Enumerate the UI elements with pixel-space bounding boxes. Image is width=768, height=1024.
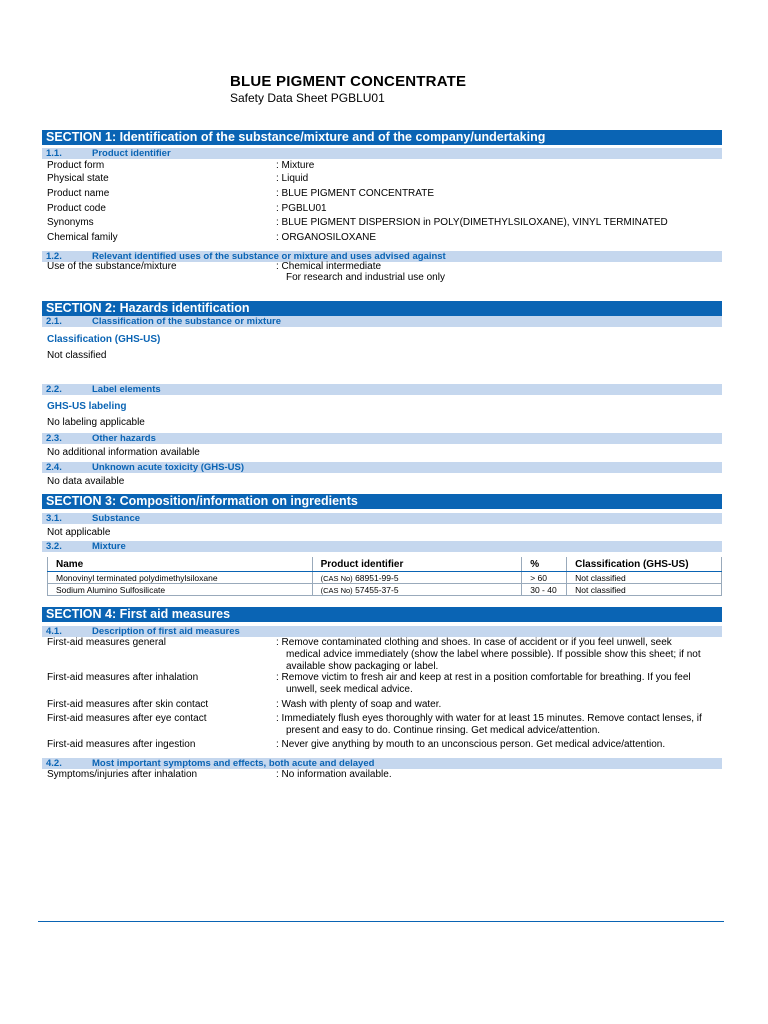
product-code-label: Product code <box>47 203 106 214</box>
mixture-table <box>47 557 722 596</box>
cell-percent: > 60 <box>522 572 567 584</box>
subsection-label: Product identifier <box>92 148 171 159</box>
subsection-label: Description of first aid measures <box>92 626 240 637</box>
symptoms-inhalation-label: Symptoms/injuries after inhalation <box>47 769 198 780</box>
chemical-family-value: : ORGANOSILOXANE <box>276 232 377 243</box>
labeling-heading: GHS-US labeling <box>47 401 127 412</box>
first-aid-skin-value: : Wash with plenty of soap and water. <box>276 699 442 710</box>
subsection-number: 2.1. <box>46 316 62 327</box>
cas-prefix: (CAS No) <box>320 573 353 583</box>
cell-identifier <box>312 584 522 596</box>
classification-heading: Classification (GHS-US) <box>47 334 161 345</box>
first-aid-ingestion-value: : Never give anything by mouth to an unconscious person. Get medical advice/attention. <box>276 739 666 750</box>
first-aid-general-label: First-aid measures general <box>47 637 166 648</box>
table-row <box>48 584 722 596</box>
column-header-percent: % <box>522 557 567 572</box>
substance-value: Not applicable <box>47 527 111 538</box>
subsection-label: Substance <box>92 513 141 524</box>
section-3-header: SECTION 3: Composition/information on ingredients <box>42 494 722 509</box>
symptoms-inhalation-value: : No information available. <box>276 769 392 780</box>
subsection-number: 1.1. <box>46 148 62 159</box>
synonyms-label: Synonyms <box>47 217 94 228</box>
labeling-value: No labeling applicable <box>47 417 145 428</box>
first-aid-eye-label: First-aid measures after eye contact <box>47 713 207 724</box>
section-1-header: SECTION 1: Identification of the substance/mixture and of the company/undertaking <box>42 130 722 145</box>
subsection-label: Classification of the substance or mixture <box>92 316 281 327</box>
first-aid-eye-line-1: : Immediately flush eyes thoroughly with water for at least 15 minutes. Remove contact lenses, if <box>276 713 702 724</box>
subsection-label: Relevant identified uses of the substance or mixture and uses advised against <box>92 251 446 262</box>
cas-number: 68951-99-5 <box>355 572 399 583</box>
first-aid-general-line-2: medical advice immediately (show the label where possible). If possible show this sheet; if not <box>286 649 701 660</box>
physical-state-label: Physical state <box>47 173 109 184</box>
physical-state-value: : Liquid <box>276 173 309 184</box>
document-title: BLUE PIGMENT CONCENTRATE <box>230 73 467 90</box>
use-value: : Chemical intermediate <box>276 261 382 272</box>
first-aid-inhalation-line-2: unwell, seek medical advice. <box>286 684 413 695</box>
classification-value: Not classified <box>47 350 107 361</box>
use-value-2: For research and industrial use only <box>286 272 445 283</box>
subsection-number: 3.2. <box>46 541 62 552</box>
subsection-number: 2.2. <box>46 384 62 395</box>
first-aid-inhalation-line-1: : Remove victim to fresh air and keep at rest in a position comfortable for breathing. If you feel <box>276 672 691 683</box>
subsection-label: Most important symptoms and effects, both acute and delayed <box>92 758 375 769</box>
subsection-4-1 <box>42 626 722 637</box>
cell-classification: Not classified <box>567 584 722 596</box>
column-header-identifier: Product identifier <box>312 557 522 572</box>
product-name-value: : BLUE PIGMENT CONCENTRATE <box>276 188 434 199</box>
column-header-name: Name <box>48 557 313 572</box>
first-aid-ingestion-label: First-aid measures after ingestion <box>47 739 196 750</box>
cell-identifier <box>312 572 522 584</box>
subsection-number: 1.2. <box>46 251 62 262</box>
subsection-label: Label elements <box>92 384 161 395</box>
footer-divider <box>38 921 724 922</box>
section-4-header: SECTION 4: First aid measures <box>42 607 722 622</box>
subsection-3-2 <box>42 541 722 552</box>
other-hazards-value: No additional information available <box>47 447 200 458</box>
subsection-number: 4.2. <box>46 758 62 769</box>
unknown-toxicity-value: No data available <box>47 476 125 487</box>
subsection-2-2 <box>42 384 722 395</box>
subsection-number: 2.4. <box>46 462 62 473</box>
first-aid-eye-line-2: present and easy to do. Continue rinsing. Get medical advice/attention. <box>286 725 601 736</box>
first-aid-skin-label: First-aid measures after skin contact <box>47 699 209 710</box>
cell-classification: Not classified <box>567 572 722 584</box>
subsection-number: 4.1. <box>46 626 62 637</box>
synonyms-value: : BLUE PIGMENT DISPERSION in POLY(DIMETHYLSILOXANE), VINYL TERMINATED <box>276 217 668 228</box>
table-row <box>48 572 722 584</box>
table-header-row <box>48 557 722 572</box>
subsection-4-2 <box>42 758 722 769</box>
document-subtitle: Safety Data Sheet PGBLU01 <box>230 91 385 105</box>
product-form-value: : Mixture <box>276 160 315 171</box>
subsection-label: Other hazards <box>92 433 156 444</box>
section-2-header: SECTION 2: Hazards identification <box>42 301 722 316</box>
cas-number: 57455-37-5 <box>355 584 399 595</box>
cell-percent: 30 - 40 <box>522 584 567 596</box>
cas-prefix: (CAS No) <box>320 585 353 595</box>
first-aid-inhalation-label: First-aid measures after inhalation <box>47 672 199 683</box>
product-name-label: Product name <box>47 188 110 199</box>
product-code-value: : PGBLU01 <box>276 203 327 214</box>
first-aid-general-line-1: : Remove contaminated clothing and shoes. In case of accident or if you feel unwell, seek <box>276 637 672 648</box>
cell-name: Monovinyl terminated polydimethylsiloxane <box>48 572 313 584</box>
subsection-number: 3.1. <box>46 513 62 524</box>
chemical-family-label: Chemical family <box>47 232 118 243</box>
subsection-1-1 <box>42 148 722 159</box>
cell-name: Sodium Alumino Sulfosilicate <box>48 584 313 596</box>
subsection-label: Mixture <box>92 541 126 552</box>
column-header-classification: Classification (GHS-US) <box>567 557 722 572</box>
subsection-label: Unknown acute toxicity (GHS-US) <box>92 462 245 473</box>
subsection-2-1 <box>42 316 722 327</box>
subsection-3-1 <box>42 513 722 524</box>
use-label: Use of the substance/mixture <box>47 261 177 272</box>
first-aid-general-line-3: available show packaging or label. <box>286 661 439 672</box>
subsection-2-4 <box>42 462 722 473</box>
subsection-number: 2.3. <box>46 433 62 444</box>
subsection-2-3 <box>42 433 722 444</box>
product-form-label: Product form <box>47 160 105 171</box>
